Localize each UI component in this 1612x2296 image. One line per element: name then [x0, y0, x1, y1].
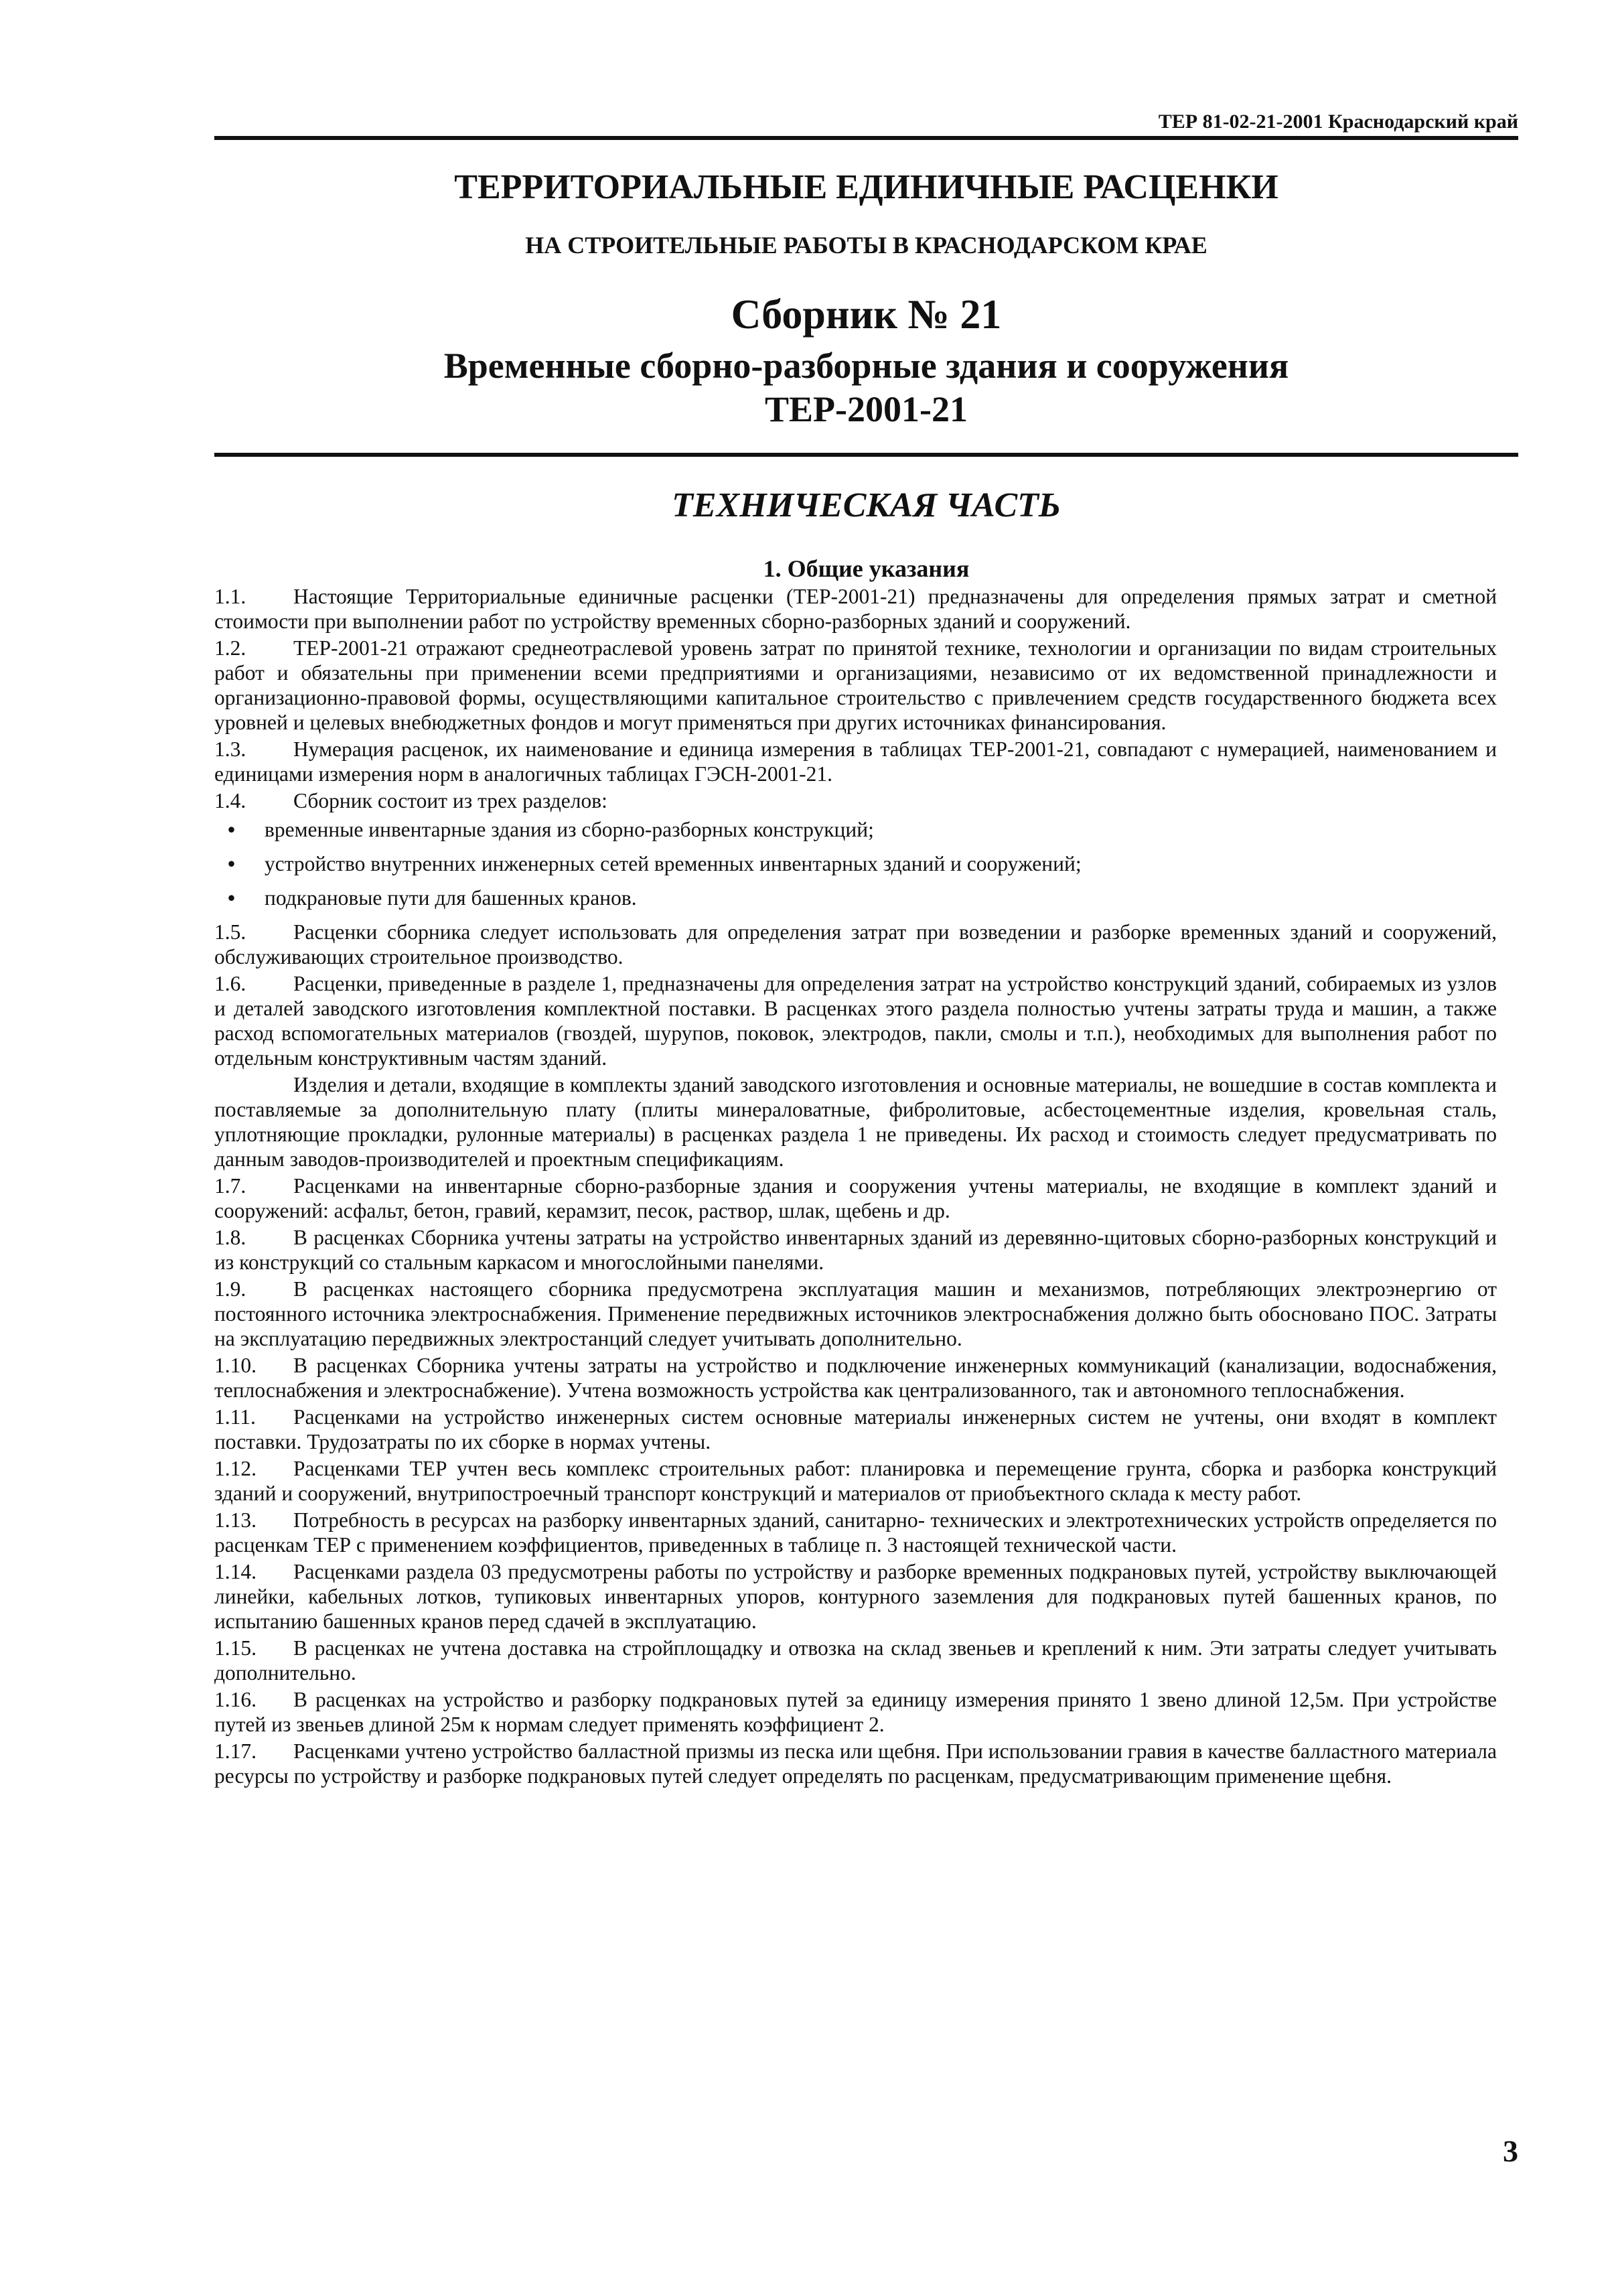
collection-number: Сборник № 21 [731, 292, 1002, 338]
paragraph-number: 1.1. [214, 585, 246, 608]
paragraph-number: 1.13. [214, 1508, 257, 1532]
paragraph-number: 1.11. [214, 1405, 256, 1429]
paragraph [214, 1559, 1497, 1634]
paragraph-text: В расценках настоящего сборника предусмотрена эксплуатация машин и механизмов, потребляющих электроэнергию от постоянного источника электроснабжения. Применение передвижных источников электроснабжения должно быть обосновано ПОС. Затраты на эксплуатацию передвижных электростанций следует учитывать дополнительно. [214, 1277, 1497, 1350]
paragraph-number: 1.15. [214, 1636, 257, 1660]
title-rule [214, 453, 1518, 457]
part-title: ТЕХНИЧЕСКАЯ ЧАСТЬ [672, 486, 1061, 524]
paragraph [214, 1508, 1497, 1557]
section-title: 1. Общие указания [763, 555, 970, 582]
paragraph [214, 1739, 1497, 1788]
paragraph-number: 1.4. [214, 789, 246, 812]
paragraph-text: Нумерация расценок, их наименование и единица измерения в таблицах ТЕР-2001-21, совпадают с нумерацией, наименованием и единицами измерения норм в аналогичных таблицах ГЭСН-2001-21. [214, 737, 1497, 786]
paragraph-text: Расценками раздела 03 предусмотрены работы по устройству и разборке временных подкрановых путей, устройству выключающей линейки, кабельных лотков, тупиковых инвентарных упоров, контурного заземления для подкрановых путей башенных кранов, по испытанию башенных кранов перед сдачей в эксплуатацию. [214, 1560, 1497, 1633]
document-subtitle: НА СТРОИТЕЛЬНЫЕ РАБОТЫ В КРАСНОДАРСКОМ КРАЕ [525, 232, 1207, 259]
body-text [214, 584, 1497, 1790]
paragraph-text: В расценках на устройство и разборку подкрановых путей за единицу измерения принято 1 звено длиной 12,5м. При устройстве путей из звеньев длиной 25м к нормам следует применять коэффициент 2. [214, 1688, 1497, 1736]
list-item-text: устройство внутренних инженерных сетей временных инвентарных зданий и сооружений; [265, 852, 1082, 875]
list-item [214, 817, 1497, 842]
document-title: ТЕРРИТОРИАЛЬНЫЕ ЕДИНИЧНЫЕ РАСЦЕНКИ [454, 168, 1278, 206]
list-item [214, 851, 1497, 876]
paragraph-number: 1.12. [214, 1457, 257, 1480]
paragraph [214, 737, 1497, 786]
bullet-icon: • [228, 818, 236, 841]
paragraph-text: Изделия и детали, входящие в комплекты зданий заводского изготовления и основные материалы, не вошедшие в состав комплекта и поставляемые за дополнительную плату (плиты минераловатные, фибролитовые, асбестоцементные изделия, кровельная сталь, уплотняющие прокладки, рулонные материалы) в расценках раздела 1 не приведены. Их расход и стоимость следует предусматривать по данным заводов-производителей и проектным спецификациям. [214, 1073, 1497, 1171]
collection-code: ТЕР-2001-21 [765, 389, 968, 429]
bullet-icon: • [228, 852, 236, 875]
paragraph-number: 1.6. [214, 972, 246, 995]
paragraph-text: Расценками на инвентарные сборно-разборные здания и сооружения учтены материалы, не входящие в комплект зданий и сооружений: асфальт, бетон, гравий, керамзит, песок, раствор, шлак, щебень и др. [214, 1174, 1497, 1222]
paragraph [214, 1225, 1497, 1275]
paragraph-text: Расценками ТЕР учтен весь комплекс строительных работ: планировка и перемещение грунта, сборка и разборка конструкций зданий и сооружений, внутрипостроечный транспорт конструкций и материалов от приобъектного склада к месту работ. [214, 1457, 1497, 1505]
paragraph-text: Расценки, приведенные в разделе 1, предназначены для определения затрат на устройство конструкций зданий, собираемых из узлов и деталей заводского изготовления комплектной поставки. В расценках этого раздела полностью учтены затраты труда и машин, а также расход вспомогательных материалов (гвоздей, шурупов, поковок, электродов, пакли, смолы и т.п.), необходимых для выполнения работ по отдельным конструктивным частям зданий. [214, 972, 1497, 1070]
paragraph-text: Потребность в ресурсах на разборку инвентарных зданий, санитарно- технических и электротехнических устройств определяется по расценкам ТЕР с применением коэффициентов, приведенных в таблице п. 3 настоящей технической части. [214, 1508, 1497, 1557]
page-number: 3 [1503, 2134, 1518, 2168]
list-item-text: подкрановые пути для башенных кранов. [265, 886, 637, 910]
paragraph-number: 1.5. [214, 920, 246, 944]
collection-name: Временные сборно-разборные здания и сооружения [443, 346, 1289, 386]
header-rule [214, 136, 1518, 140]
running-header: ТЕР 81-02-21-2001 Краснодарский край [1158, 111, 1518, 133]
paragraph-text: ТЕР-2001-21 отражают среднеотраслевой уровень затрат по принятой технике, технологии и организации по видам строительных работ и обязательны при применении всеми предприятиями и организациями, независимо от их ведомственной принадлежности и организационно-правовой формы, осуществляющими капитальное строительство с привлечением средств государственного бюджета всех уровней и целевых внебюджетных фондов и могут применяться при других источниках финансирования. [214, 636, 1497, 734]
paragraph [214, 920, 1497, 969]
paragraph-text: Расценки сборника следует использовать для определения затрат при возведении и разборке временных зданий и сооружений, обслуживающих строительное производство. [214, 920, 1497, 968]
paragraph [214, 1353, 1497, 1403]
paragraph-text: Расценками учтено устройство балластной призмы из песка или щебня. При использовании гравия в качестве балластного материала ресурсы по устройству и разборке подкрановых путей следует определять по расценкам, предусматривающим применение щебня. [214, 1739, 1497, 1788]
paragraph-text: Настоящие Территориальные единичные расценки (ТЕР-2001-21) предназначены для определения прямых затрат и сметной стоимости при выполнении работ по устройству временных сборно-разборных зданий и сооружений. [214, 585, 1497, 633]
paragraph [214, 1687, 1497, 1737]
paragraph-number: 1.16. [214, 1688, 257, 1711]
paragraph-text: Расценками на устройство инженерных систем основные материалы инженерных систем не учтены, они входят в комплект поставки. Трудозатраты по их сборке в нормах учтены. [214, 1405, 1497, 1453]
paragraph [214, 1277, 1497, 1351]
paragraph [214, 1636, 1497, 1685]
paragraph [214, 1173, 1497, 1223]
paragraph-text: Сборник состоит из трех разделов: [293, 789, 607, 812]
paragraph [214, 584, 1497, 634]
paragraph-text: В расценках Сборника учтены затраты на устройство и подключение инженерных коммуникаций (канализации, водоснабжения, теплоснабжения и электроснабжение). Учтена возможность устройства как централизованного, так и автономного теплоснабжения. [214, 1354, 1497, 1402]
paragraph-number: 1.10. [214, 1354, 257, 1377]
paragraph-number: 1.14. [214, 1560, 257, 1583]
paragraph-number: 1.8. [214, 1226, 246, 1249]
paragraph [214, 1072, 1497, 1171]
paragraph [214, 1456, 1497, 1506]
paragraph-text: В расценках Сборника учтены затраты на устройство инвентарных зданий из деревянно-щитовых сборно-разборных конструкций и из конструкций со стальным каркасом и многослойными панелями. [214, 1226, 1497, 1274]
paragraph-number: 1.9. [214, 1277, 246, 1301]
paragraph-number: 1.17. [214, 1739, 257, 1763]
paragraph [214, 788, 1497, 813]
paragraph [214, 1405, 1497, 1454]
sections-list [214, 817, 1497, 910]
paragraph [214, 636, 1497, 735]
paragraph-number: 1.7. [214, 1174, 246, 1198]
bullet-icon: • [228, 886, 236, 910]
list-item [214, 885, 1497, 910]
list-item-text: временные инвентарные здания из сборно-разборных конструкций; [265, 818, 874, 841]
paragraph-number: 1.2. [214, 636, 246, 660]
paragraph-text: В расценках не учтена доставка на стройплощадку и отвозка на склад звеньев и креплений к ним. Эти затраты следует учитывать дополнительно. [214, 1636, 1497, 1684]
paragraph [214, 971, 1497, 1070]
paragraph-number: 1.3. [214, 737, 246, 761]
